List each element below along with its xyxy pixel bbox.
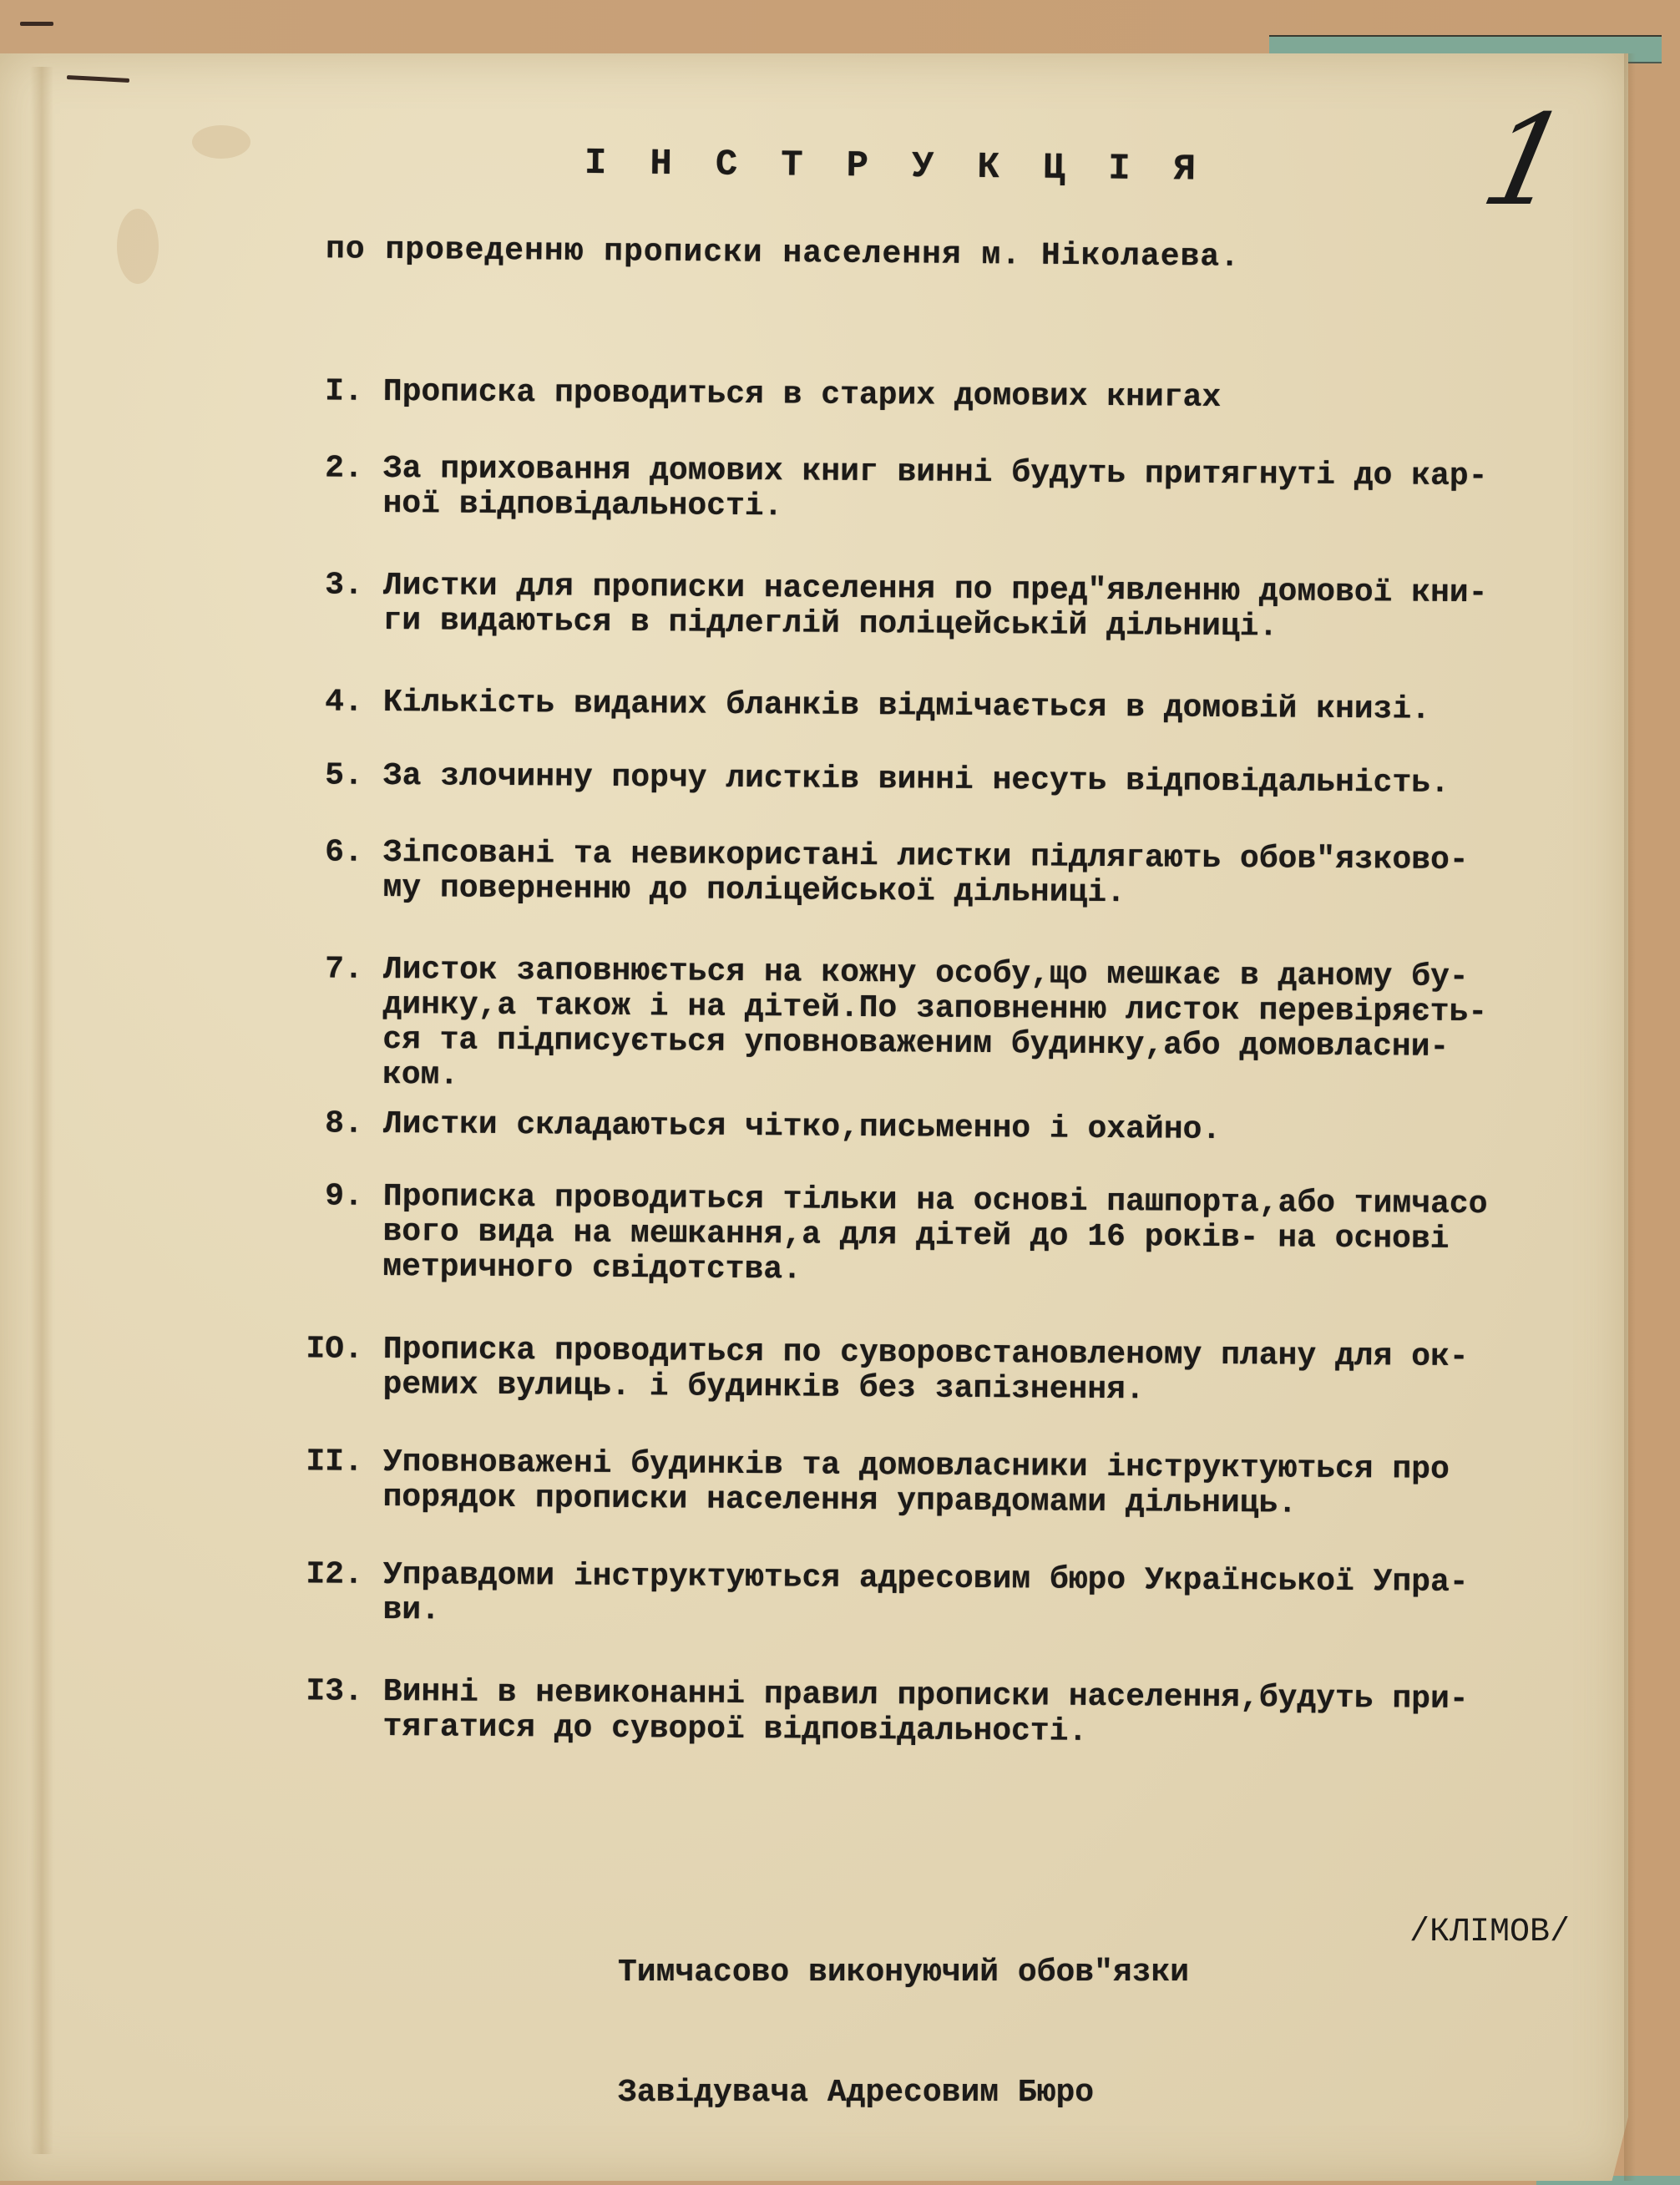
- item-text: За приховання домових книг винні будуть притягнуті до кар- ної відповідальності.: [382, 450, 1488, 525]
- item-text: Зіпсовані та невикористані листки підлягають обов"язково- му поверненню до поліцейської дільниці.: [382, 834, 1469, 912]
- list-item: [266, 1674, 1637, 1753]
- item-number: IO.: [306, 1331, 364, 1368]
- item-number: 8.: [325, 1105, 364, 1142]
- item-number: 7.: [325, 951, 364, 988]
- signature-title-line2: Завідувача Адресовим Бюро: [618, 2075, 1095, 2111]
- item-number: 2.: [325, 450, 364, 487]
- paper-fold: [30, 67, 53, 2154]
- item-text: Листок заповнюється на кожну особу,що мешкає в даному бу- динку,а також і на дітей.По заповненню листок перевіряєть- ся та підписується уповноваженим будинку,або домовласни- ком.: [382, 951, 1488, 1094]
- item-number: I3.: [306, 1673, 364, 1710]
- item-number: II.: [306, 1444, 364, 1480]
- item-text: Кількість виданих бланків відмічається в домовій книзі.: [382, 684, 1431, 728]
- handwritten-page-number: 1: [1470, 89, 1581, 234]
- stain: [117, 209, 159, 284]
- item-number: 5.: [325, 757, 364, 794]
- item-text: Винні в невиконанні правил прописки населення,будуть при- тягатися до суворої відповідальності.: [382, 1673, 1469, 1750]
- signature-block: [618, 1873, 1189, 2153]
- signature-title-line1: Тимчасово виконуючий обов"язки: [618, 1955, 1190, 1990]
- list-item: [266, 568, 1637, 647]
- item-text: Прописка проводиться по суворовстановленому плану для ок- ремих вулиць. і будинків без запізнення.: [382, 1331, 1469, 1409]
- item-number: I.: [325, 373, 364, 410]
- item-number: 4.: [325, 684, 364, 721]
- item-number: 3.: [325, 567, 364, 604]
- item-text: Прописка проводиться в старих домових книгах: [382, 373, 1222, 416]
- item-text: Листки для прописки населення по пред"явленню домової кни- ги видаються в підлеглій поліцейській дільниці.: [382, 567, 1488, 645]
- document-subtitle: по проведенню прописки населення м. Ніколаева.: [325, 231, 1241, 276]
- item-text: Прописка проводиться тільки на основі пашпорта,або тимчасо вого вида на мешкання,а для дітей до 16 років- на основі метричного свідотства.: [382, 1178, 1488, 1288]
- document-title: ІНСТРУКЦІЯ: [584, 142, 1240, 192]
- list-item: [266, 1444, 1637, 1524]
- item-text: Уповноважені будинків та домовласники інструктуються про порядок прописки населення управдомами дільниць.: [382, 1444, 1450, 1522]
- list-item: [266, 952, 1637, 1101]
- item-text: Управдоми інструктуються адресовим бюро Української Упра- ви.: [382, 1556, 1469, 1629]
- item-text: За злочинну порчу листків винні несуть відповідальність.: [382, 757, 1450, 802]
- signer-name: /КЛІМОВ/: [1409, 1914, 1571, 1951]
- item-number: 6.: [325, 834, 364, 871]
- list-item: [266, 451, 1637, 530]
- list-item: [266, 1179, 1637, 1293]
- item-number: I2.: [306, 1556, 364, 1593]
- list-item: [266, 1332, 1637, 1411]
- item-number: 9.: [325, 1178, 364, 1215]
- list-item: [266, 1557, 1637, 1636]
- list-item: [266, 835, 1637, 914]
- item-text: Листки складаються чітко,письменно і охайно.: [382, 1105, 1222, 1148]
- pencil-mark: [20, 22, 53, 26]
- stain: [192, 125, 250, 159]
